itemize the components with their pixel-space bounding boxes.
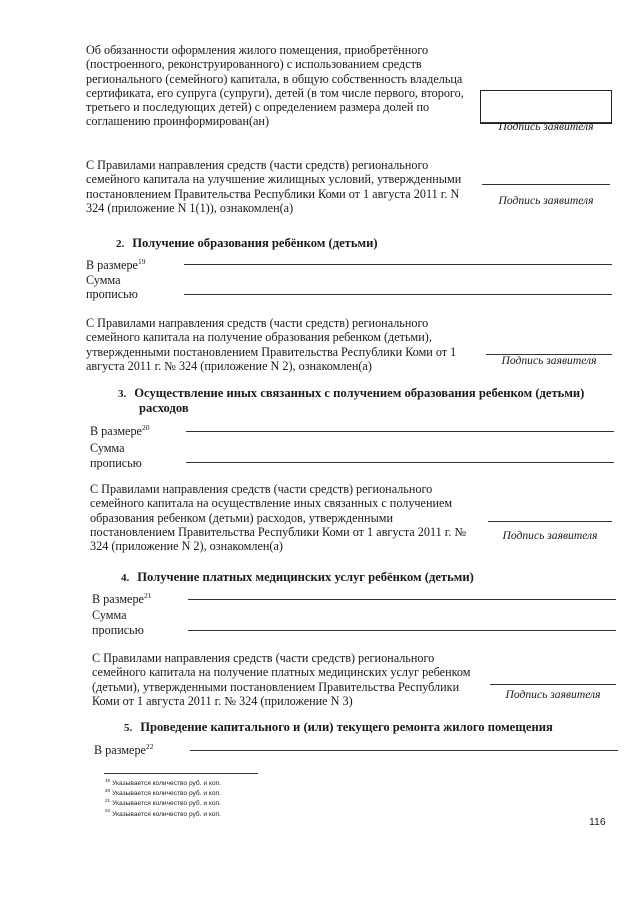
- footnote-item: $^{19}$ Указывается количество руб. и коп.: [105, 777, 221, 787]
- amount-label: В размере$^{22}$: [94, 741, 154, 757]
- footnote-item: $^{20}$ Указывается количество руб. и коп.: [105, 788, 221, 798]
- signature-line[interactable]: [490, 684, 616, 685]
- signature-caption: Подпись заявителя: [505, 688, 601, 701]
- sum-words-label: прописью: [92, 623, 144, 637]
- sum-words-input-line[interactable]: [186, 462, 614, 463]
- sum-label: Сумма: [86, 273, 121, 287]
- footnote-item: $^{21}$ Указывается количество руб. и коп.: [105, 798, 221, 808]
- intro-paragraph: Об обязанности оформления жилого помещения, приобретённого (построенного, реконструированного) с использованием средств регионального (семейного) капитала, в общую собственность владельца сертификата, его супруга (супруги), детей (в том числе первого, второго, третьего и последующих детей) с определением размера долей по соглашению проинформирован(ан): [86, 43, 464, 129]
- section-3-title: Осуществление иных связанных с получением образования ребенком (детьми): [134, 386, 585, 400]
- footnote-item: $^{22}$ Указывается количество руб. и коп.: [105, 808, 221, 818]
- sum-words-label: прописью: [86, 287, 138, 301]
- section-5-heading: 5. Проведение капитального и (или) текущего ремонта жилого помещения: [124, 720, 553, 734]
- amount-input-line[interactable]: [190, 750, 618, 751]
- signature-line[interactable]: [488, 521, 612, 522]
- signature-caption: Подпись заявителя: [502, 529, 598, 542]
- signature-box[interactable]: [480, 90, 612, 124]
- rules-paragraph-4: С Правилами направления средств (части средств) регионального семейного капитала на получение платных медицинских услуг ребенком (детьми), утвержденными постановлением Правительства Республики Коми от 1 августа 2011 г. № 324 (приложение N 3): [92, 651, 471, 708]
- section-5-title: Проведение капитального и (или) текущего ремонта жилого помещения: [140, 720, 553, 734]
- section-3-heading: 3. Осуществление иных связанных с получением образования ребенком (детьми): [118, 386, 585, 400]
- section-4-heading: 4. Получение платных медицинских услуг ребёнком (детьми): [121, 570, 474, 584]
- sum-label: Сумма: [92, 608, 127, 622]
- section-4-title: Получение платных медицинских услуг ребёнком (детьми): [137, 570, 474, 584]
- section-2-heading: 2. Получение образования ребёнком (детьми): [116, 236, 378, 250]
- amount-label: В размере$^{20}$: [90, 422, 150, 438]
- footnote-divider: [104, 773, 258, 774]
- amount-label: В размере$^{21}$: [92, 590, 152, 606]
- sum-words-input-line[interactable]: [188, 630, 616, 631]
- page-number: 116: [589, 816, 606, 828]
- rules-paragraph-1: С Правилами направления средств (части средств) регионального семейного капитала на улучшение жилищных условий, утвержденными постановлением Правительства Республики Коми от 1 августа 2011 г. N 324 (приложение N 1(1)), ознакомлен(а): [86, 158, 462, 215]
- rules-paragraph-3: С Правилами направления средств (части средств) регионального семейного капитала на осуществление иных связанных с получением образования ребенком (детьми) расходов, утвержденными постановлением Правительства Республики Коми от 1 августа 2011 г. № 324 (приложение N 2), ознакомлен(а): [90, 482, 467, 554]
- signature-caption: Подпись заявителя: [498, 120, 594, 133]
- section-3-title-cont: расходов: [139, 401, 189, 415]
- sum-words-input-line[interactable]: [184, 294, 612, 295]
- footnotes: [105, 779, 221, 820]
- amount-label: В размере$^{19}$: [86, 256, 146, 272]
- section-2-title: Получение образования ребёнком (детьми): [132, 236, 378, 250]
- signature-line[interactable]: [482, 184, 610, 185]
- amount-input-line[interactable]: [186, 431, 614, 432]
- signature-caption: Подпись заявителя: [501, 354, 597, 367]
- amount-input-line[interactable]: [188, 599, 616, 600]
- amount-input-line[interactable]: [184, 264, 612, 265]
- sum-label: Сумма: [90, 441, 125, 455]
- sum-words-label: прописью: [90, 456, 142, 470]
- signature-caption: Подпись заявителя: [498, 194, 594, 207]
- rules-paragraph-2: С Правилами направления средств (части средств) регионального семейного капитала на получение образования ребенком (детьми), утвержденными постановлением Правительства Республики Коми от 1 августа 2011 г. № 324 (приложение N 2), ознакомлен(а): [86, 316, 457, 373]
